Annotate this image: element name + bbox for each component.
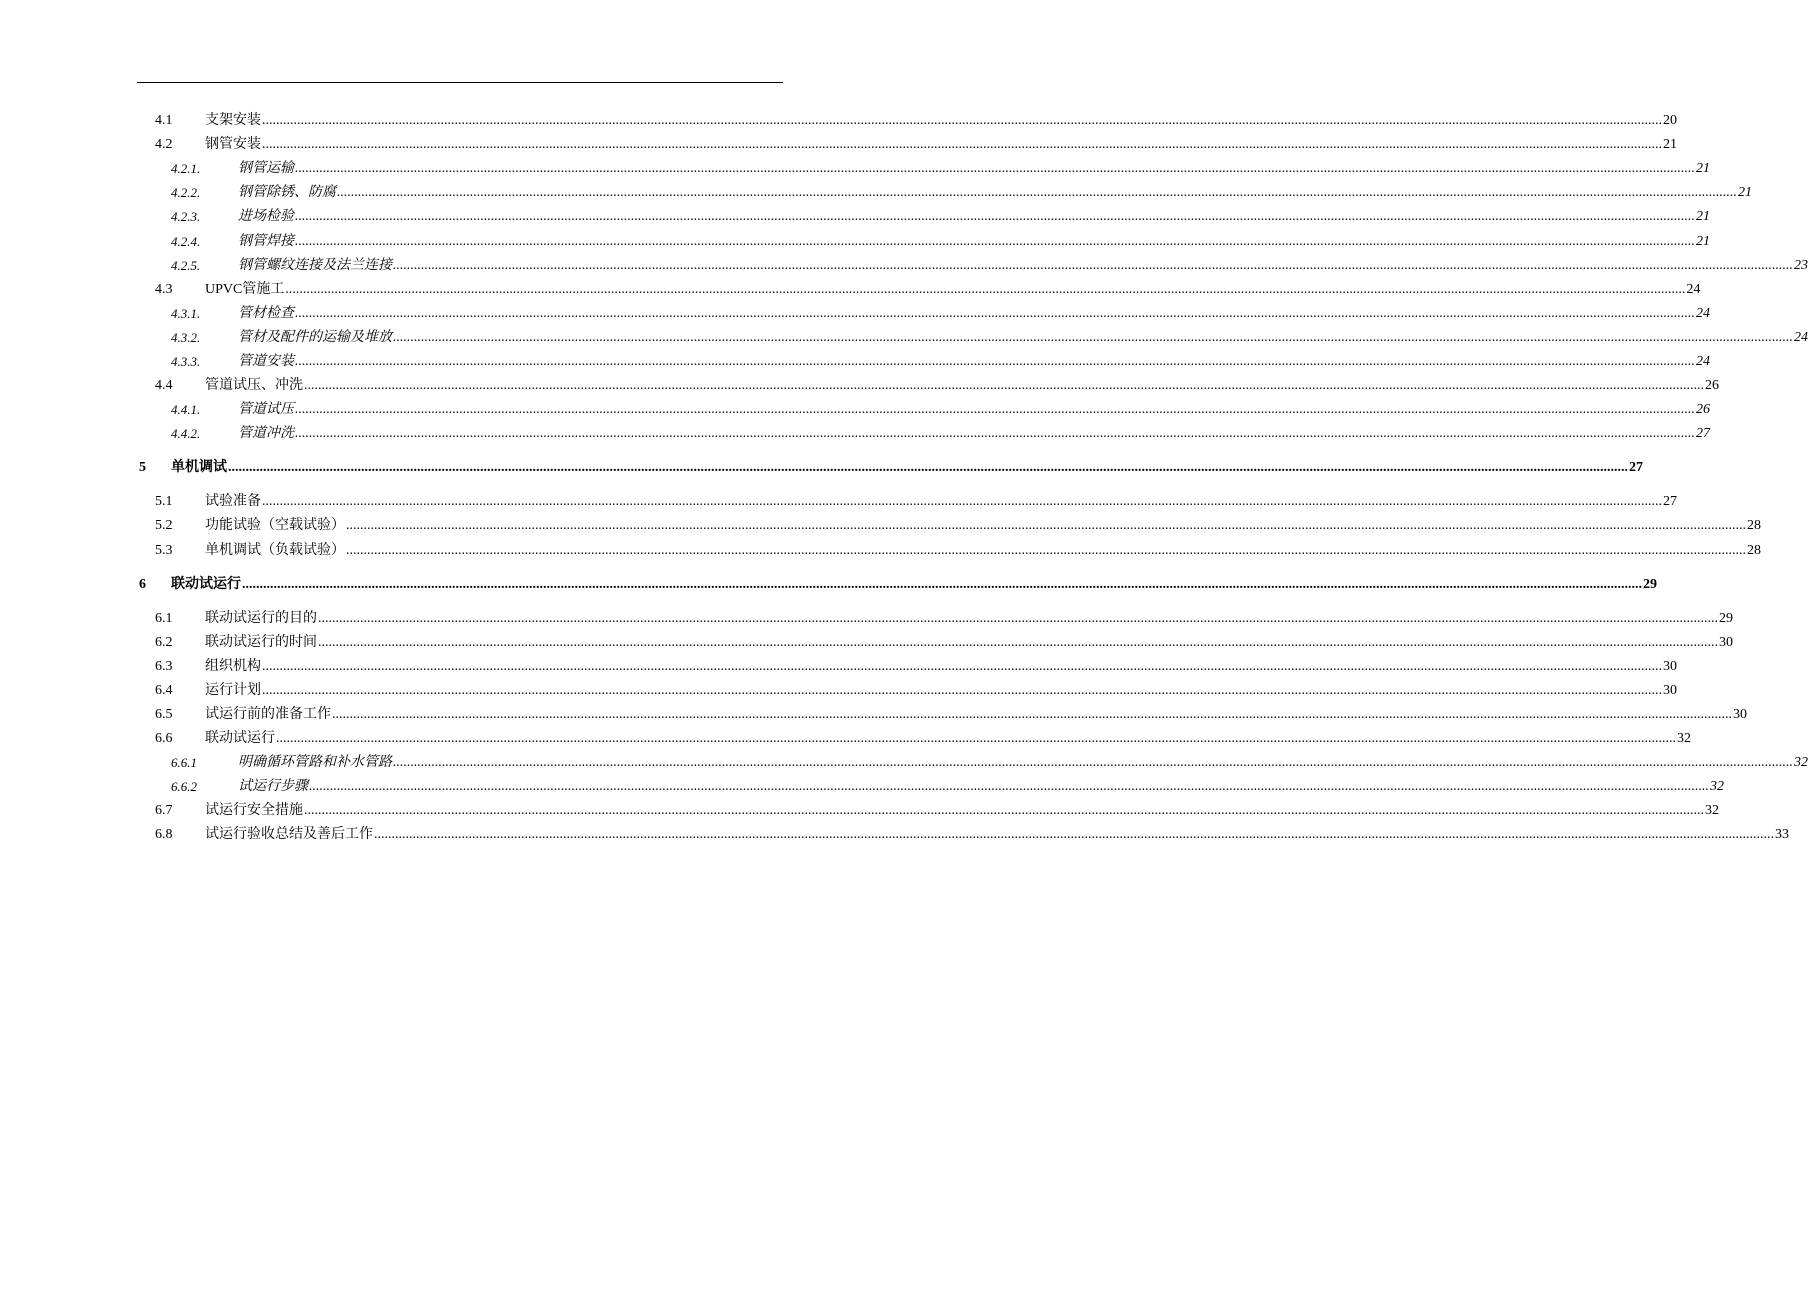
toc-entry[interactable] — [137, 491, 1677, 513]
toc-entry-number: 6 — [139, 576, 146, 592]
toc-entry-title[interactable]: 单机调试 — [171, 460, 227, 476]
toc-entry-line — [205, 728, 1691, 750]
toc-entry-number: 4.2.1. — [171, 161, 201, 177]
toc-entry[interactable] — [137, 206, 1710, 228]
toc-entry-number: 4.3.2. — [171, 329, 201, 345]
toc-entry[interactable] — [137, 656, 1677, 678]
toc-entry[interactable] — [137, 457, 1643, 479]
toc-entry-line — [238, 255, 1808, 277]
toc-entry[interactable] — [137, 423, 1710, 445]
toc-dot-leader: ................................................................................................................................................................................................................................................................................................................................................................................................................ — [318, 634, 1718, 650]
toc-entry[interactable] — [137, 632, 1733, 654]
toc-entry-title[interactable]: 联动试运行的目的 — [205, 610, 317, 626]
toc-dot-leader: ................................................................................................................................................................................................................................................................................................................................................................................................................ — [304, 803, 1704, 819]
toc-entry-page-number: 30 — [1663, 658, 1677, 674]
toc-entry-number: 6.6 — [155, 731, 173, 746]
toc-dot-leader: ................................................................................................................................................................................................................................................................................................................................................................................................................ — [276, 731, 1676, 746]
toc-dot-leader: ................................................................................................................................................................................................................................................................................................................................................................................................................ — [346, 518, 1746, 534]
toc-entry-number: 5 — [139, 460, 146, 476]
toc-dot-leader: ................................................................................................................................................................................................................................................................................................................................................................................................................ — [262, 494, 1662, 510]
toc-entry-title[interactable]: 支架安装 — [205, 113, 261, 128]
toc-entry-title[interactable]: 钢管安装 — [205, 137, 261, 153]
toc-entry-title[interactable]: 钢管焊接 — [238, 233, 294, 249]
toc-dot-leader: ................................................................................................................................................................................................................................................................................................................................................................................................................ — [262, 682, 1662, 698]
toc-entry[interactable] — [137, 158, 1710, 180]
toc-entry-line — [238, 399, 1710, 421]
toc-entry-number: 6.6.1 — [171, 755, 197, 771]
toc-entry-line — [205, 110, 1677, 132]
toc-entry-title[interactable]: 组织机构 — [205, 658, 261, 674]
toc-entry[interactable] — [137, 182, 1752, 204]
toc-entry-number: 4.2.4. — [171, 233, 201, 249]
toc-entry-title[interactable]: UPVC管施工 — [205, 281, 285, 297]
toc-entry-line — [205, 656, 1677, 678]
toc-entry-title[interactable]: 试验准备 — [205, 494, 261, 510]
toc-entry-page-number: 23 — [1794, 257, 1808, 273]
toc-entry-line — [205, 279, 1701, 301]
toc-entry-page-number: 24 — [1696, 354, 1710, 369]
toc-entry-number: 4.3.1. — [171, 305, 201, 321]
toc-entry-title[interactable]: 单机调试（负载试验） — [205, 542, 345, 558]
toc-entry-number: 5.1 — [155, 494, 173, 510]
toc-entry-page-number: 21 — [1738, 185, 1752, 201]
toc-entry-number: 6.6.2 — [171, 779, 197, 795]
toc-entry[interactable] — [137, 540, 1761, 562]
toc-dot-leader: ................................................................................................................................................................................................................................................................................................................................................................................................................ — [337, 185, 1737, 201]
toc-entry-line — [238, 303, 1710, 325]
toc-entry-number: 4.1 — [155, 113, 173, 128]
toc-entry-line — [238, 776, 1724, 798]
toc-entry-number: 4.2.5. — [171, 257, 201, 273]
toc-entry-page-number: 28 — [1747, 518, 1761, 534]
toc-entry-page-number: 20 — [1663, 113, 1677, 128]
toc-entry-page-number: 30 — [1663, 682, 1677, 698]
toc-entry[interactable] — [137, 134, 1677, 156]
toc-dot-leader: ................................................................................................................................................................................................................................................................................................................................................................................................................ — [295, 354, 1695, 369]
toc-entry-title[interactable]: 钢管除锈、防腐 — [238, 185, 336, 201]
toc-entry[interactable] — [137, 303, 1710, 325]
toc-dot-leader: ................................................................................................................................................................................................................................................................................................................................................................................................................ — [393, 755, 1793, 771]
toc-entry-line — [171, 574, 1657, 596]
toc-entry-title[interactable]: 管道试压、冲洗 — [205, 378, 303, 394]
toc-entry-page-number: 32 — [1705, 803, 1719, 819]
toc-entry-line — [205, 134, 1677, 156]
toc-entry-number: 4.3.3. — [171, 354, 201, 369]
toc-entry-number: 6.2 — [155, 634, 173, 650]
toc-entry-title[interactable]: 联动试运行 — [171, 576, 241, 592]
toc-dot-leader: ................................................................................................................................................................................................................................................................................................................................................................................................................ — [295, 233, 1695, 249]
toc-entry-number: 6.5 — [155, 706, 173, 722]
toc-entry-line — [205, 800, 1719, 822]
toc-entry-page-number: 21 — [1696, 161, 1710, 177]
toc-entry-title[interactable]: 试运行步骤 — [238, 779, 308, 795]
toc-entry-line — [205, 375, 1719, 397]
toc-entry[interactable] — [137, 375, 1719, 397]
toc-entry-page-number: 29 — [1643, 576, 1657, 592]
toc-entry-title[interactable]: 管道试压 — [238, 402, 294, 418]
toc-entry-line — [171, 457, 1643, 479]
toc-entry-line — [238, 158, 1710, 180]
toc-entry-page-number: 30 — [1733, 706, 1747, 722]
toc-entry-title[interactable]: 进场检验 — [238, 209, 294, 225]
toc-entry-title[interactable]: 管道冲洗 — [238, 426, 294, 442]
toc-entry-page-number: 21 — [1696, 233, 1710, 249]
toc-entry-page-number: 28 — [1747, 542, 1761, 558]
toc-entry-number: 4.4.1. — [171, 402, 201, 418]
toc-entry-page-number: 29 — [1719, 610, 1733, 626]
toc-entry-line — [205, 608, 1733, 630]
toc-entry-page-number: 24 — [1686, 281, 1701, 297]
toc-entry[interactable] — [137, 574, 1657, 596]
toc-entry[interactable] — [137, 515, 1761, 537]
toc-entry[interactable] — [137, 752, 1808, 774]
toc-entry-line — [238, 327, 1808, 349]
toc-entry-page-number: 21 — [1696, 209, 1710, 225]
toc-entry-title[interactable]: 试运行安全措施 — [205, 803, 303, 819]
toc-entry-title[interactable]: 试运行前的准备工作 — [205, 706, 331, 722]
toc-entry-title[interactable]: 管道安装 — [238, 354, 294, 369]
toc-entry-line — [205, 632, 1733, 654]
toc-entry-number: 6.1 — [155, 610, 173, 626]
toc-entry-line — [238, 231, 1710, 253]
toc-dot-leader: ................................................................................................................................................................................................................................................................................................................................................................................................................ — [295, 426, 1695, 442]
toc-entry[interactable] — [137, 110, 1677, 132]
toc-entry-line — [238, 351, 1710, 373]
toc-entry-number: 6.8 — [155, 827, 173, 843]
toc-entry-line — [205, 824, 1789, 846]
toc-entry-line — [238, 182, 1752, 204]
toc-entry-page-number: 33 — [1775, 827, 1789, 843]
toc-dot-leader: ................................................................................................................................................................................................................................................................................................................................................................................................................ — [242, 576, 1642, 592]
toc-dot-leader: ................................................................................................................................................................................................................................................................................................................................................................................................................ — [374, 827, 1774, 843]
toc-entry-number: 5.2 — [155, 518, 173, 534]
toc-entry-line — [238, 752, 1808, 774]
toc-entry-line — [205, 540, 1761, 562]
toc-dot-leader: ................................................................................................................................................................................................................................................................................................................................................................................................................ — [262, 658, 1662, 674]
toc-entry-number: 4.2.2. — [171, 185, 201, 201]
toc-entry[interactable] — [137, 728, 1691, 750]
toc-dot-leader: ................................................................................................................................................................................................................................................................................................................................................................................................................ — [295, 305, 1695, 321]
toc-entry-number: 6.4 — [155, 682, 173, 698]
toc-entry-number: 6.3 — [155, 658, 173, 674]
toc-entry-title[interactable]: 钢管运输 — [238, 161, 294, 177]
toc-dot-leader: ................................................................................................................................................................................................................................................................................................................................................................................................................ — [285, 281, 1686, 297]
toc-entry[interactable] — [137, 680, 1677, 702]
toc-entry-number: 4.2.3. — [171, 209, 201, 225]
toc-dot-leader: ................................................................................................................................................................................................................................................................................................................................................................................................................ — [228, 460, 1628, 476]
toc-entry[interactable] — [137, 255, 1808, 277]
toc-entry-page-number: 30 — [1719, 634, 1733, 650]
toc-entry-page-number: 32 — [1677, 731, 1691, 746]
toc-entry-title[interactable]: 联动试运行 — [205, 731, 275, 746]
toc-entry[interactable] — [137, 351, 1710, 373]
toc-entry-line — [205, 680, 1677, 702]
toc-entry-page-number: 27 — [1696, 426, 1710, 442]
toc-entry[interactable] — [137, 800, 1719, 822]
toc-dot-leader: ................................................................................................................................................................................................................................................................................................................................................................................................................ — [304, 378, 1704, 394]
toc-dot-leader: ................................................................................................................................................................................................................................................................................................................................................................................................................ — [295, 161, 1695, 177]
toc-entry[interactable] — [137, 776, 1724, 798]
toc-entry-page-number: 32 — [1794, 755, 1808, 771]
toc-entry-page-number: 24 — [1794, 329, 1808, 345]
toc-entry-number: 4.2 — [155, 137, 173, 153]
toc-entry-page-number: 21 — [1663, 137, 1677, 153]
toc-entry-page-number: 27 — [1629, 460, 1643, 476]
toc-dot-leader: ................................................................................................................................................................................................................................................................................................................................................................................................................ — [295, 209, 1695, 225]
toc-entry[interactable] — [137, 327, 1808, 349]
toc-dot-leader: ................................................................................................................................................................................................................................................................................................................................................................................................................ — [393, 257, 1793, 273]
toc-entry-page-number: 32 — [1710, 779, 1724, 795]
toc-entry-page-number: 24 — [1696, 305, 1710, 321]
toc-entry[interactable] — [137, 231, 1710, 253]
toc-dot-leader: ................................................................................................................................................................................................................................................................................................................................................................................................................ — [262, 113, 1662, 128]
toc-entry-line — [205, 491, 1677, 513]
toc-entry-title[interactable]: 管材检查 — [238, 305, 294, 321]
toc-entry-page-number: 26 — [1696, 402, 1710, 418]
toc-entry-title[interactable]: 功能试验（空载试验） — [205, 518, 345, 534]
toc-entry[interactable] — [137, 824, 1789, 846]
toc-entry-line — [205, 704, 1747, 726]
toc-entry-number: 4.4 — [155, 378, 173, 394]
toc-entry[interactable] — [137, 608, 1733, 630]
toc-entry-number: 5.3 — [155, 542, 173, 558]
toc-entry-number: 4.3 — [155, 281, 173, 297]
toc-entry-line — [238, 423, 1710, 445]
toc-entry-line — [238, 206, 1710, 228]
toc-dot-leader: ................................................................................................................................................................................................................................................................................................................................................................................................................ — [295, 402, 1695, 418]
toc-entry[interactable] — [137, 704, 1747, 726]
toc-entry-title[interactable]: 管材及配件的运输及堆放 — [238, 329, 392, 345]
toc-entry-number: 6.7 — [155, 803, 173, 819]
toc-entry-page-number: 26 — [1705, 378, 1719, 394]
toc-dot-leader: ................................................................................................................................................................................................................................................................................................................................................................................................................ — [318, 610, 1718, 626]
toc-entry-title[interactable]: 明确循环管路和补水管路 — [238, 755, 392, 771]
toc-dot-leader: ................................................................................................................................................................................................................................................................................................................................................................................................................ — [309, 779, 1709, 795]
toc-entry[interactable] — [137, 279, 1701, 301]
toc-entry-title[interactable]: 试运行验收总结及善后工作 — [205, 827, 373, 843]
toc-entry-page-number: 27 — [1663, 494, 1677, 510]
toc-entry-title[interactable]: 运行计划 — [205, 682, 261, 698]
toc-dot-leader: ................................................................................................................................................................................................................................................................................................................................................................................................................ — [393, 329, 1793, 345]
toc-dot-leader: ................................................................................................................................................................................................................................................................................................................................................................................................................ — [346, 542, 1746, 558]
toc-dot-leader: ................................................................................................................................................................................................................................................................................................................................................................................................................ — [332, 706, 1732, 722]
toc-entry[interactable] — [137, 399, 1710, 421]
header-rule — [137, 82, 783, 83]
toc-entry-title[interactable]: 联动试运行的时间 — [205, 634, 317, 650]
toc-entry-title[interactable]: 钢管螺纹连接及法兰连接 — [238, 257, 392, 273]
toc-dot-leader: ................................................................................................................................................................................................................................................................................................................................................................................................................ — [262, 137, 1662, 153]
toc-entry-number: 4.4.2. — [171, 426, 201, 442]
toc-entry-line — [205, 515, 1761, 537]
